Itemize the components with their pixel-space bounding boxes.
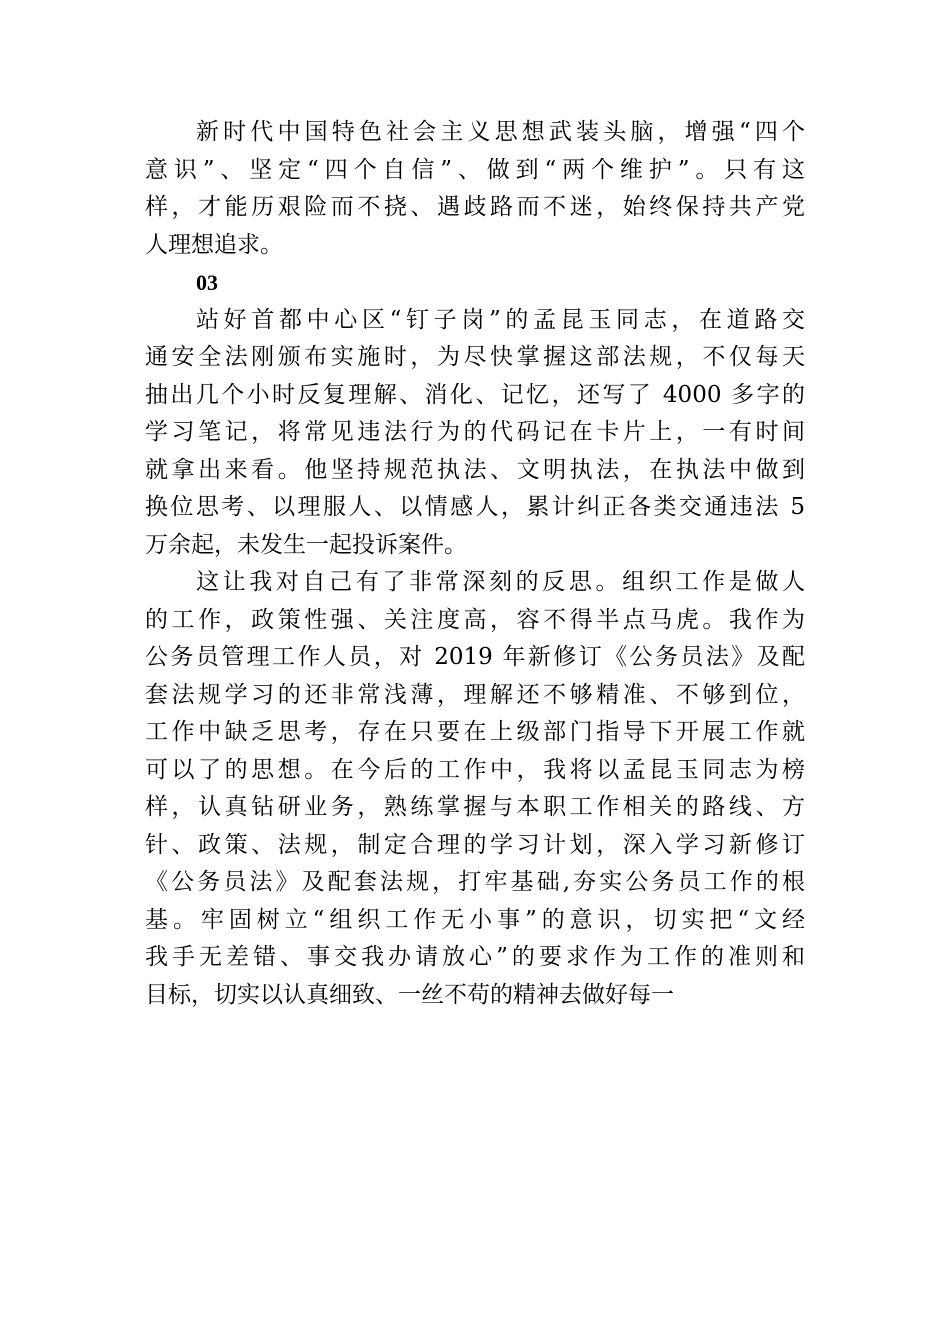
paragraph-line: 套法规学习的还非常浅薄，理解还不够精准、不够到位，: [145, 681, 805, 708]
paragraph-1: [145, 114, 805, 264]
document-body: [145, 114, 805, 1014]
section-number-heading: 03: [196, 270, 218, 295]
paragraph-line: 公务员管理工作人员，对 2019 年新修订《公务员法》及配: [145, 644, 805, 670]
paragraph-line: 万余起，未发生一起投诉案件。: [145, 531, 467, 558]
paragraph-line: 就拿出来看。他坚持规范执法、文明执法，在执法中做到: [145, 456, 805, 483]
paragraph-line: 可以了的思想。在今后的工作中，我将以孟昆玉同志为榜: [145, 756, 805, 783]
paragraph-line: 抽出几个小时反复理解、消化、记忆，还写了 4000 多字的: [145, 381, 805, 408]
paragraph-line: 新时代中国特色社会主义思想武装头脑，增强“四个: [196, 119, 805, 145]
paragraph-line: 这让我对自己有了非常深刻的反思。组织工作是做人: [196, 569, 805, 595]
paragraph-line: 目标，切实以认真细致、一丝不苟的精神去做好每一: [145, 981, 674, 1008]
paragraph-line: 《公务员法》及配套法规，打牢基础,夯实公务员工作的根: [145, 869, 805, 895]
paragraph-line: 的工作，政策性强、关注度高，容不得半点马虎。我作为: [145, 606, 805, 633]
paragraph-line: 样，认真钻研业务，熟练掌握与本职工作相关的路线、方: [145, 794, 805, 820]
paragraph-line: 基。牢固树立“组织工作无小事”的意识，切实把“文经: [145, 906, 805, 933]
paragraph-line: 工作中缺乏思考，存在只要在上级部门指导下开展工作就: [145, 719, 805, 745]
paragraph-line: 学习笔记，将常见违法行为的代码记在卡片上，一有时间: [145, 419, 805, 445]
paragraph-line: 通安全法刚颁布实施时，为尽快掌握这部法规，不仅每天: [145, 344, 805, 370]
paragraph-2: [145, 302, 805, 565]
paragraph-line: 意识”、坚定“四个自信”、做到“两个维护”。只有这: [145, 156, 805, 183]
paragraph-3: [145, 564, 805, 1014]
paragraph-line: 我手无差错、事交我办请放心”的要求作为工作的准则和: [145, 944, 805, 970]
paragraph-line: 针、政策、法规，制定合理的学习计划，深入学习新修订: [145, 831, 805, 858]
paragraph-line: 站好首都中心区“钉子岗”的孟昆玉同志，在道路交: [196, 306, 805, 333]
paragraph-line: 样，才能历艰险而不挠、遇歧路而不迷，始终保持共产党: [145, 194, 805, 220]
paragraph-line: 换位思考、以理服人、以情感人，累计纠正各类交通违法 5: [145, 494, 805, 520]
paragraph-line: 人理想追求。: [145, 231, 283, 258]
